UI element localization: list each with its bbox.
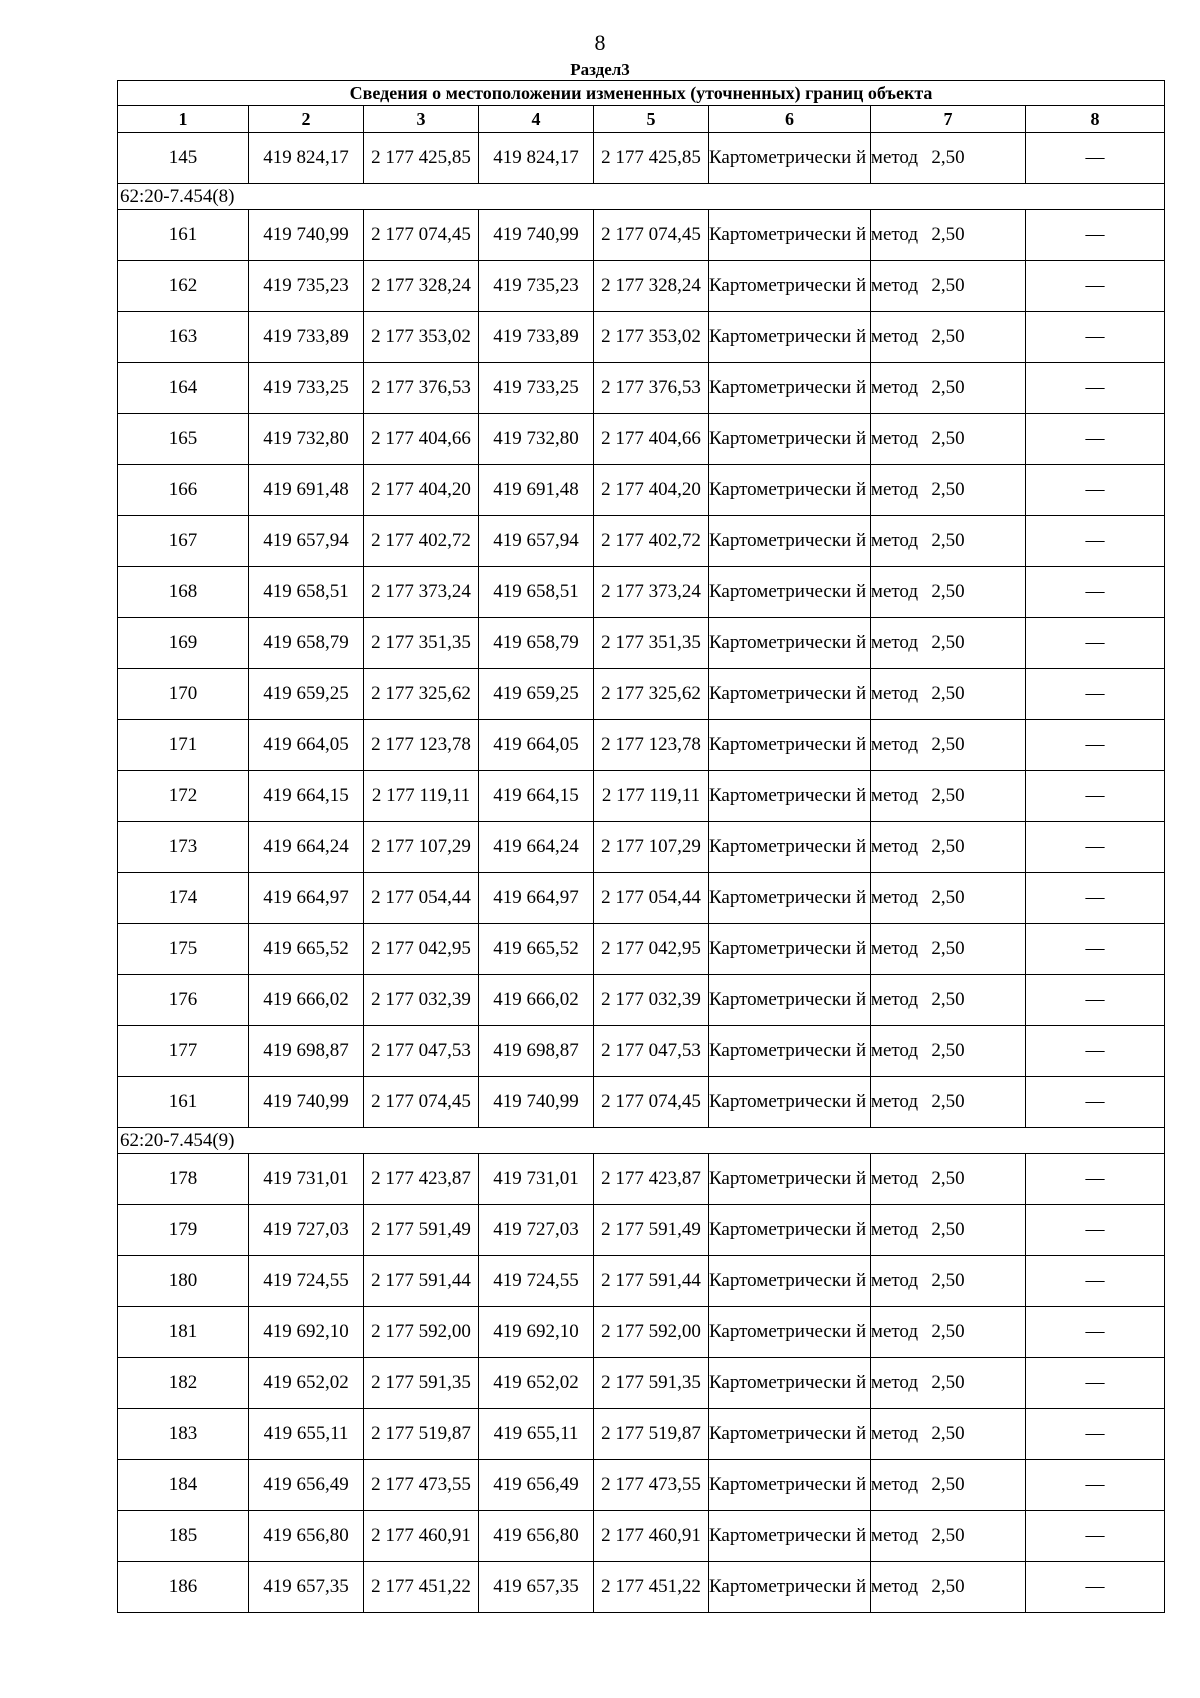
x-new-cell: 419 733,25: [479, 363, 594, 414]
accuracy-cell: 2,50: [871, 1205, 1026, 1256]
y-existing-cell: 2 177 425,85: [364, 133, 479, 184]
y-existing-cell: 2 177 404,66: [364, 414, 479, 465]
x-new-cell: 419 735,23: [479, 261, 594, 312]
page-number: 8: [594, 30, 606, 55]
x-new-cell: 419 664,97: [479, 873, 594, 924]
method-cell: Картометрически й метод: [709, 363, 871, 414]
method-cell: Картометрически й метод: [709, 1358, 871, 1409]
y-new-cell: 2 177 591,35: [594, 1358, 709, 1409]
description-cell: —: [1026, 133, 1165, 184]
x-existing-cell: 419 731,01: [249, 1154, 364, 1205]
method-cell: Картометрически й метод: [709, 1205, 871, 1256]
point-number-cell: 185: [118, 1511, 249, 1562]
description-cell: —: [1026, 924, 1165, 975]
table-row: [118, 720, 1165, 771]
accuracy-cell: 2,50: [871, 133, 1026, 184]
x-existing-cell: 419 656,80: [249, 1511, 364, 1562]
point-number-cell: 174: [118, 873, 249, 924]
x-existing-cell: 419 691,48: [249, 465, 364, 516]
accuracy-cell: 2,50: [871, 975, 1026, 1026]
x-existing-cell: 419 727,03: [249, 1205, 364, 1256]
column-number: 2: [249, 106, 364, 133]
description-cell: —: [1026, 1077, 1165, 1128]
y-new-cell: 2 177 325,62: [594, 669, 709, 720]
x-new-cell: 419 657,94: [479, 516, 594, 567]
x-new-cell: 419 727,03: [479, 1205, 594, 1256]
column-number: 3: [364, 106, 479, 133]
x-existing-cell: 419 657,94: [249, 516, 364, 567]
x-existing-cell: 419 733,89: [249, 312, 364, 363]
x-existing-cell: 419 665,52: [249, 924, 364, 975]
point-number-cell: 167: [118, 516, 249, 567]
accuracy-cell: 2,50: [871, 618, 1026, 669]
y-existing-cell: 2 177 460,91: [364, 1511, 479, 1562]
method-cell: Картометрически й метод: [709, 465, 871, 516]
description-cell: —: [1026, 720, 1165, 771]
y-existing-cell: 2 177 351,35: [364, 618, 479, 669]
x-existing-cell: 419 657,35: [249, 1562, 364, 1613]
y-new-cell: 2 177 402,72: [594, 516, 709, 567]
y-existing-cell: 2 177 047,53: [364, 1026, 479, 1077]
y-existing-cell: 2 177 123,78: [364, 720, 479, 771]
point-number-cell: 172: [118, 771, 249, 822]
y-new-cell: 2 177 107,29: [594, 822, 709, 873]
accuracy-cell: 2,50: [871, 1358, 1026, 1409]
column-number: 4: [479, 106, 594, 133]
description-cell: —: [1026, 1409, 1165, 1460]
x-existing-cell: 419 666,02: [249, 975, 364, 1026]
x-new-cell: 419 659,25: [479, 669, 594, 720]
x-new-cell: 419 656,80: [479, 1511, 594, 1562]
x-new-cell: 419 664,15: [479, 771, 594, 822]
column-number: 1: [118, 106, 249, 133]
y-new-cell: 2 177 592,00: [594, 1307, 709, 1358]
x-existing-cell: 419 732,80: [249, 414, 364, 465]
column-number: 7: [871, 106, 1026, 133]
point-number-cell: 145: [118, 133, 249, 184]
y-new-cell: 2 177 054,44: [594, 873, 709, 924]
accuracy-cell: 2,50: [871, 720, 1026, 771]
table-row: [118, 1409, 1165, 1460]
accuracy-cell: 2,50: [871, 1256, 1026, 1307]
point-number-cell: 171: [118, 720, 249, 771]
point-number-cell: 176: [118, 975, 249, 1026]
accuracy-cell: 2,50: [871, 1307, 1026, 1358]
accuracy-cell: 2,50: [871, 516, 1026, 567]
point-number-cell: 168: [118, 567, 249, 618]
x-existing-cell: 419 658,79: [249, 618, 364, 669]
y-existing-cell: 2 177 074,45: [364, 1077, 479, 1128]
contour-group-label: 62:20-7.454(8): [118, 184, 1165, 210]
column-number-row: [118, 106, 1165, 133]
accuracy-cell: 2,50: [871, 312, 1026, 363]
accuracy-cell: 2,50: [871, 822, 1026, 873]
column-number: 8: [1026, 106, 1165, 133]
table-row: [118, 1511, 1165, 1562]
description-cell: —: [1026, 567, 1165, 618]
method-cell: Картометрически й метод: [709, 771, 871, 822]
y-new-cell: 2 177 074,45: [594, 210, 709, 261]
accuracy-cell: 2,50: [871, 1409, 1026, 1460]
point-number-cell: 163: [118, 312, 249, 363]
contour-group-row: [118, 184, 1165, 210]
method-cell: Картометрически й метод: [709, 1307, 871, 1358]
x-new-cell: 419 664,24: [479, 822, 594, 873]
y-new-cell: 2 177 404,20: [594, 465, 709, 516]
point-number-cell: 169: [118, 618, 249, 669]
description-cell: —: [1026, 975, 1165, 1026]
accuracy-cell: 2,50: [871, 210, 1026, 261]
y-new-cell: 2 177 042,95: [594, 924, 709, 975]
y-existing-cell: 2 177 074,45: [364, 210, 479, 261]
y-existing-cell: 2 177 592,00: [364, 1307, 479, 1358]
point-number-cell: 164: [118, 363, 249, 414]
x-new-cell: 419 824,17: [479, 133, 594, 184]
y-existing-cell: 2 177 325,62: [364, 669, 479, 720]
y-new-cell: 2 177 423,87: [594, 1154, 709, 1205]
description-cell: —: [1026, 1358, 1165, 1409]
table-row: [118, 567, 1165, 618]
method-cell: Картометрически й метод: [709, 1562, 871, 1613]
x-new-cell: 419 652,02: [479, 1358, 594, 1409]
column-number: 5: [594, 106, 709, 133]
description-cell: —: [1026, 1154, 1165, 1205]
method-cell: Картометрически й метод: [709, 975, 871, 1026]
x-new-cell: 419 740,99: [479, 210, 594, 261]
point-number-cell: 181: [118, 1307, 249, 1358]
table-row: [118, 516, 1165, 567]
method-cell: Картометрически й метод: [709, 618, 871, 669]
accuracy-cell: 2,50: [871, 465, 1026, 516]
y-existing-cell: 2 177 591,49: [364, 1205, 479, 1256]
description-cell: —: [1026, 669, 1165, 720]
y-new-cell: 2 177 047,53: [594, 1026, 709, 1077]
accuracy-cell: 2,50: [871, 924, 1026, 975]
y-existing-cell: 2 177 042,95: [364, 924, 479, 975]
y-new-cell: 2 177 591,44: [594, 1256, 709, 1307]
x-new-cell: 419 657,35: [479, 1562, 594, 1613]
point-number-cell: 182: [118, 1358, 249, 1409]
accuracy-cell: 2,50: [871, 1154, 1026, 1205]
point-number-cell: 180: [118, 1256, 249, 1307]
description-cell: —: [1026, 618, 1165, 669]
description-cell: —: [1026, 1460, 1165, 1511]
accuracy-cell: 2,50: [871, 363, 1026, 414]
method-cell: Картометрически й метод: [709, 1409, 871, 1460]
table-row: [118, 669, 1165, 720]
accuracy-cell: 2,50: [871, 1077, 1026, 1128]
x-existing-cell: 419 740,99: [249, 210, 364, 261]
accuracy-cell: 2,50: [871, 1026, 1026, 1077]
method-cell: Картометрически й метод: [709, 1460, 871, 1511]
x-new-cell: 419 698,87: [479, 1026, 594, 1077]
description-cell: —: [1026, 873, 1165, 924]
description-cell: —: [1026, 1511, 1165, 1562]
contour-group-label: 62:20-7.454(9): [118, 1128, 1165, 1154]
x-new-cell: 419 731,01: [479, 1154, 594, 1205]
y-new-cell: 2 177 373,24: [594, 567, 709, 618]
table-row: [118, 1562, 1165, 1613]
y-new-cell: 2 177 119,11: [594, 771, 709, 822]
point-number-cell: 178: [118, 1154, 249, 1205]
point-number-cell: 184: [118, 1460, 249, 1511]
y-existing-cell: 2 177 451,22: [364, 1562, 479, 1613]
x-new-cell: 419 691,48: [479, 465, 594, 516]
table-row: [118, 465, 1165, 516]
table-row: [118, 1026, 1165, 1077]
y-new-cell: 2 177 074,45: [594, 1077, 709, 1128]
y-new-cell: 2 177 591,49: [594, 1205, 709, 1256]
description-cell: —: [1026, 363, 1165, 414]
method-cell: Картометрически й метод: [709, 133, 871, 184]
table-row: [118, 771, 1165, 822]
y-existing-cell: 2 177 353,02: [364, 312, 479, 363]
table-row: [118, 1256, 1165, 1307]
y-new-cell: 2 177 460,91: [594, 1511, 709, 1562]
x-existing-cell: 419 658,51: [249, 567, 364, 618]
point-number-cell: 186: [118, 1562, 249, 1613]
y-existing-cell: 2 177 032,39: [364, 975, 479, 1026]
method-cell: Картометрически й метод: [709, 567, 871, 618]
method-cell: Картометрически й метод: [709, 312, 871, 363]
x-existing-cell: 419 735,23: [249, 261, 364, 312]
table-row: [118, 1358, 1165, 1409]
table-row: [118, 363, 1165, 414]
boundary-table: [117, 80, 1165, 1613]
method-cell: Картометрически й метод: [709, 1256, 871, 1307]
x-new-cell: 419 656,49: [479, 1460, 594, 1511]
method-cell: Картометрически й метод: [709, 873, 871, 924]
x-new-cell: 419 666,02: [479, 975, 594, 1026]
y-existing-cell: 2 177 402,72: [364, 516, 479, 567]
point-number-cell: 166: [118, 465, 249, 516]
accuracy-cell: 2,50: [871, 669, 1026, 720]
point-number-cell: 177: [118, 1026, 249, 1077]
accuracy-cell: 2,50: [871, 1511, 1026, 1562]
method-cell: Картометрически й метод: [709, 720, 871, 771]
table-row: [118, 414, 1165, 465]
y-existing-cell: 2 177 519,87: [364, 1409, 479, 1460]
method-cell: Картометрически й метод: [709, 414, 871, 465]
y-new-cell: 2 177 376,53: [594, 363, 709, 414]
method-cell: Картометрически й метод: [709, 924, 871, 975]
table-caption: Сведения о местоположении измененных (уточненных) границ объекта: [118, 81, 1165, 106]
x-existing-cell: 419 733,25: [249, 363, 364, 414]
x-existing-cell: 419 724,55: [249, 1256, 364, 1307]
description-cell: —: [1026, 516, 1165, 567]
description-cell: —: [1026, 414, 1165, 465]
y-new-cell: 2 177 519,87: [594, 1409, 709, 1460]
y-existing-cell: 2 177 373,24: [364, 567, 479, 618]
table-row: [118, 312, 1165, 363]
point-number-cell: 162: [118, 261, 249, 312]
method-cell: Картометрически й метод: [709, 1154, 871, 1205]
section-title: Раздел3: [570, 60, 630, 79]
method-cell: Картометрически й метод: [709, 1077, 871, 1128]
x-new-cell: 419 658,79: [479, 618, 594, 669]
table-caption-row: [118, 81, 1165, 106]
method-cell: Картометрически й метод: [709, 261, 871, 312]
x-new-cell: 419 692,10: [479, 1307, 594, 1358]
x-new-cell: 419 724,55: [479, 1256, 594, 1307]
description-cell: —: [1026, 822, 1165, 873]
description-cell: —: [1026, 771, 1165, 822]
description-cell: —: [1026, 465, 1165, 516]
accuracy-cell: 2,50: [871, 873, 1026, 924]
method-cell: Картометрически й метод: [709, 210, 871, 261]
description-cell: —: [1026, 1307, 1165, 1358]
method-cell: Картометрически й метод: [709, 1511, 871, 1562]
y-new-cell: 2 177 353,02: [594, 312, 709, 363]
y-existing-cell: 2 177 591,35: [364, 1358, 479, 1409]
description-cell: —: [1026, 312, 1165, 363]
y-new-cell: 2 177 425,85: [594, 133, 709, 184]
table-row: [118, 1154, 1165, 1205]
y-existing-cell: 2 177 054,44: [364, 873, 479, 924]
point-number-cell: 161: [118, 1077, 249, 1128]
accuracy-cell: 2,50: [871, 771, 1026, 822]
y-existing-cell: 2 177 328,24: [364, 261, 479, 312]
x-existing-cell: 419 664,05: [249, 720, 364, 771]
accuracy-cell: 2,50: [871, 567, 1026, 618]
x-existing-cell: 419 656,49: [249, 1460, 364, 1511]
column-number: 6: [709, 106, 871, 133]
x-existing-cell: 419 655,11: [249, 1409, 364, 1460]
y-existing-cell: 2 177 376,53: [364, 363, 479, 414]
table-row: [118, 1077, 1165, 1128]
description-cell: —: [1026, 210, 1165, 261]
table-row: [118, 618, 1165, 669]
point-number-cell: 170: [118, 669, 249, 720]
x-existing-cell: 419 659,25: [249, 669, 364, 720]
x-existing-cell: 419 824,17: [249, 133, 364, 184]
method-cell: Картометрически й метод: [709, 1026, 871, 1077]
accuracy-cell: 2,50: [871, 1562, 1026, 1613]
x-new-cell: 419 665,52: [479, 924, 594, 975]
y-new-cell: 2 177 328,24: [594, 261, 709, 312]
y-new-cell: 2 177 123,78: [594, 720, 709, 771]
x-new-cell: 419 732,80: [479, 414, 594, 465]
x-existing-cell: 419 698,87: [249, 1026, 364, 1077]
point-number-cell: 173: [118, 822, 249, 873]
contour-group-row: [118, 1128, 1165, 1154]
description-cell: —: [1026, 261, 1165, 312]
y-existing-cell: 2 177 473,55: [364, 1460, 479, 1511]
point-number-cell: 183: [118, 1409, 249, 1460]
method-cell: Картометрически й метод: [709, 822, 871, 873]
table-row: [118, 975, 1165, 1026]
method-cell: Картометрически й метод: [709, 669, 871, 720]
point-number-cell: 175: [118, 924, 249, 975]
table-row: [118, 133, 1165, 184]
y-existing-cell: 2 177 404,20: [364, 465, 479, 516]
x-new-cell: 419 740,99: [479, 1077, 594, 1128]
accuracy-cell: 2,50: [871, 414, 1026, 465]
accuracy-cell: 2,50: [871, 261, 1026, 312]
description-cell: —: [1026, 1256, 1165, 1307]
y-new-cell: 2 177 032,39: [594, 975, 709, 1026]
x-existing-cell: 419 652,02: [249, 1358, 364, 1409]
y-existing-cell: 2 177 119,11: [364, 771, 479, 822]
table-row: [118, 873, 1165, 924]
x-existing-cell: 419 664,15: [249, 771, 364, 822]
x-existing-cell: 419 664,24: [249, 822, 364, 873]
x-new-cell: 419 655,11: [479, 1409, 594, 1460]
accuracy-cell: 2,50: [871, 1460, 1026, 1511]
point-number-cell: 161: [118, 210, 249, 261]
y-new-cell: 2 177 451,22: [594, 1562, 709, 1613]
table-body: [118, 81, 1165, 1613]
table-row: [118, 1460, 1165, 1511]
x-existing-cell: 419 664,97: [249, 873, 364, 924]
y-existing-cell: 2 177 107,29: [364, 822, 479, 873]
table-row: [118, 1307, 1165, 1358]
description-cell: —: [1026, 1026, 1165, 1077]
x-new-cell: 419 658,51: [479, 567, 594, 618]
x-new-cell: 419 664,05: [479, 720, 594, 771]
y-new-cell: 2 177 351,35: [594, 618, 709, 669]
point-number-cell: 179: [118, 1205, 249, 1256]
y-existing-cell: 2 177 423,87: [364, 1154, 479, 1205]
table-row: [118, 261, 1165, 312]
table-row: [118, 210, 1165, 261]
y-new-cell: 2 177 404,66: [594, 414, 709, 465]
y-new-cell: 2 177 473,55: [594, 1460, 709, 1511]
table-row: [118, 822, 1165, 873]
y-existing-cell: 2 177 591,44: [364, 1256, 479, 1307]
table-row: [118, 1205, 1165, 1256]
point-number-cell: 165: [118, 414, 249, 465]
x-existing-cell: 419 740,99: [249, 1077, 364, 1128]
x-new-cell: 419 733,89: [479, 312, 594, 363]
table-row: [118, 924, 1165, 975]
description-cell: —: [1026, 1205, 1165, 1256]
method-cell: Картометрически й метод: [709, 516, 871, 567]
x-existing-cell: 419 692,10: [249, 1307, 364, 1358]
description-cell: —: [1026, 1562, 1165, 1613]
